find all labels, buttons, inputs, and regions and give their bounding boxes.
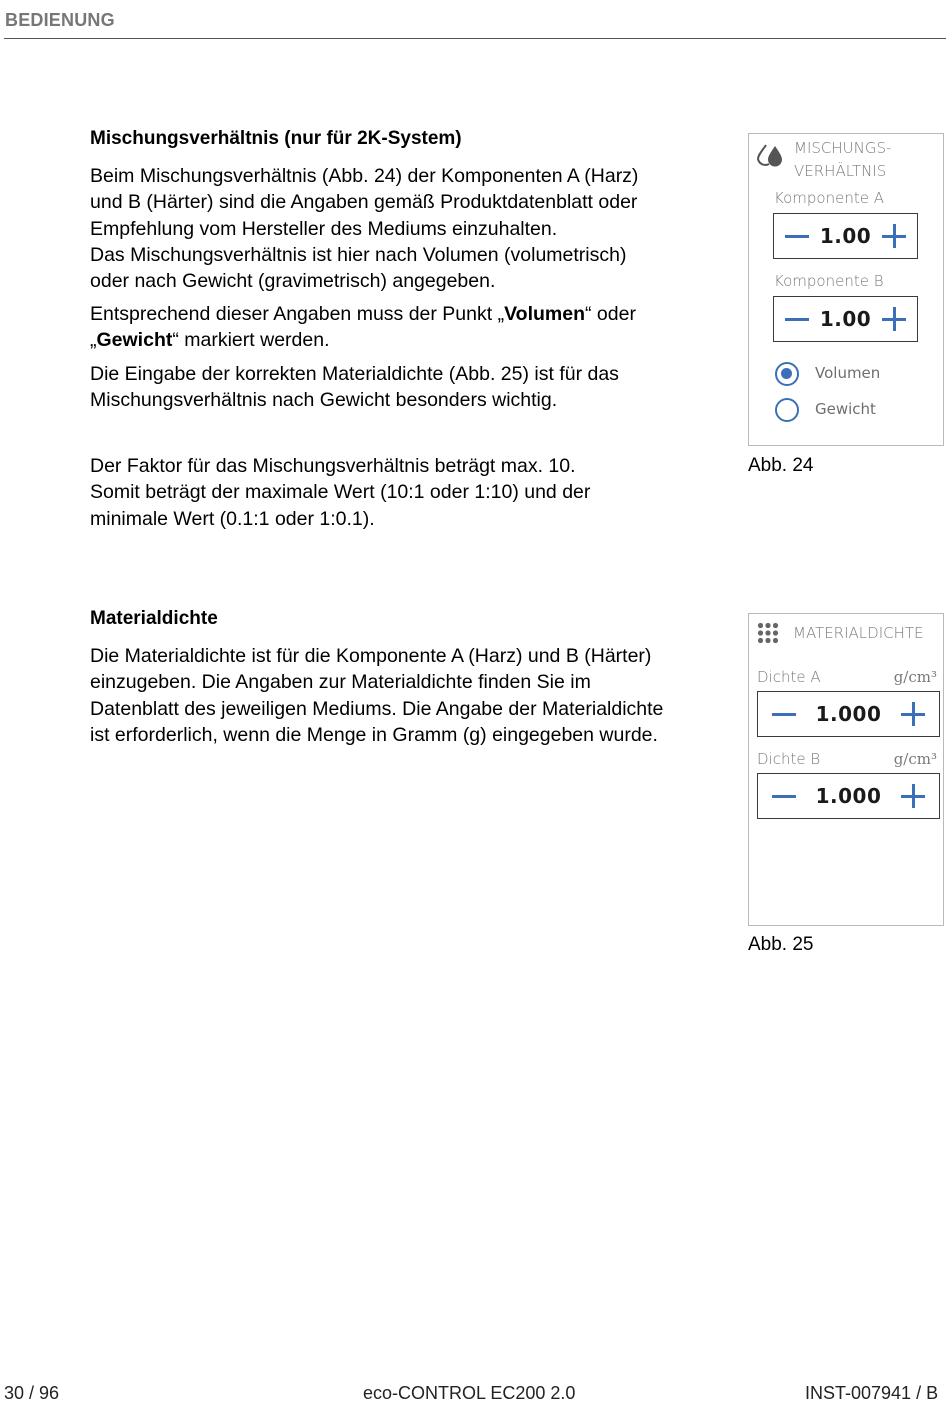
dots-grid-icon bbox=[757, 622, 779, 648]
paragraph-density-importance bbox=[90, 361, 715, 414]
radio-volume-label[interactable]: Volumen bbox=[815, 364, 881, 382]
density-a-stepper[interactable] bbox=[757, 691, 940, 737]
text-fragment: „ bbox=[90, 329, 97, 352]
plus-icon[interactable] bbox=[881, 223, 907, 249]
text-line: und B (Härter) sind die Angaben gemäß Produktdatenblatt oder bbox=[90, 191, 638, 214]
text-line: minimale Wert (0.1:1 oder 1:0.1). bbox=[90, 507, 375, 530]
footer-page-number: 30 / 96 bbox=[4, 1383, 60, 1403]
minus-icon[interactable] bbox=[771, 701, 797, 727]
panel-title-line: MISCHUNGS- bbox=[794, 139, 892, 157]
component-a-value[interactable]: 1.00 bbox=[819, 224, 872, 248]
text-line: Die Materialdichte ist für die Komponente A (Harz) und B (Härter) bbox=[90, 645, 652, 667]
text-line: Beim Mischungsverhältnis (Abb. 24) der Komponenten A (Harz) bbox=[90, 165, 639, 187]
plus-icon[interactable] bbox=[900, 783, 926, 809]
minus-icon[interactable] bbox=[771, 783, 797, 809]
panel-title: MATERIALDICHTE bbox=[793, 624, 924, 642]
component-b-label: Komponente B bbox=[774, 272, 884, 290]
minus-icon[interactable] bbox=[784, 306, 810, 332]
figure-caption-24: Abb. 24 bbox=[748, 455, 814, 476]
text-line: Mischungsverhältnis nach Gewicht besonders wichtig. bbox=[90, 389, 558, 412]
plus-icon[interactable] bbox=[881, 306, 907, 332]
mixing-ratio-panel bbox=[748, 133, 944, 446]
component-b-stepper[interactable] bbox=[773, 296, 918, 342]
text-line: einzugeben. Die Angaben zur Materialdichte finden Sie im bbox=[90, 671, 591, 694]
radio-checked-icon[interactable] bbox=[775, 362, 799, 386]
component-a-label: Komponente A bbox=[774, 189, 884, 207]
text-line bbox=[90, 327, 715, 353]
bold-volumen: Volumen bbox=[504, 303, 585, 325]
radio-weight-label[interactable]: Gewicht bbox=[815, 400, 876, 418]
text-fragment: “ oder bbox=[585, 303, 636, 325]
text-fragment: “ markiert werden. bbox=[172, 329, 330, 352]
component-b-value[interactable]: 1.00 bbox=[819, 307, 872, 331]
density-b-stepper[interactable] bbox=[757, 773, 940, 819]
paragraph-mixing-ratio-intro bbox=[90, 163, 715, 294]
paragraph-material-density bbox=[90, 643, 715, 748]
plus-icon[interactable] bbox=[900, 701, 926, 727]
panel-title bbox=[794, 137, 891, 183]
text-line: Somit beträgt der maximale Wert (10:1 oder 1:10) und der bbox=[90, 481, 591, 504]
density-a-value[interactable]: 1.000 bbox=[815, 702, 882, 726]
density-a-label: Dichte A bbox=[757, 668, 821, 686]
density-b-label: Dichte B bbox=[757, 750, 821, 768]
text-fragment: Entsprechend dieser Angaben muss der Punkt „ bbox=[90, 303, 505, 325]
page-header-title: BEDIENUNG bbox=[5, 10, 115, 30]
text-line: oder nach Gewicht (gravimetrisch) angegeben. bbox=[90, 270, 496, 293]
paragraph-factor bbox=[90, 453, 715, 532]
text-line: Der Faktor für das Mischungsverhältnis beträgt max. 10. bbox=[90, 455, 576, 477]
minus-icon[interactable] bbox=[784, 223, 810, 249]
density-b-unit: g/cm³ bbox=[893, 750, 937, 768]
text-line: ist erforderlich, wenn die Menge in Gramm (g) eingegeben wurde. bbox=[90, 723, 658, 746]
text-line: Das Mischungsverhältnis ist hier nach Volumen (volumetrisch) bbox=[90, 243, 627, 266]
bold-gewicht: Gewicht bbox=[96, 329, 173, 352]
footer-product-name: eco-CONTROL EC200 2.0 bbox=[363, 1383, 576, 1403]
panel-title-line: VERHÄLTNIS bbox=[794, 162, 887, 180]
drops-icon bbox=[755, 142, 785, 172]
figure-caption-25: Abb. 25 bbox=[748, 934, 814, 955]
text-line: Empfehlung vom Hersteller des Mediums einzuhalten. bbox=[90, 217, 558, 240]
header-divider bbox=[4, 38, 946, 39]
density-a-unit: g/cm³ bbox=[893, 668, 937, 686]
material-density-panel bbox=[748, 613, 944, 926]
footer-document-id: INST-007941 / B bbox=[805, 1383, 939, 1403]
text-line bbox=[90, 301, 715, 327]
section-title-mixing-ratio: Mischungsverhältnis (nur für 2K-System) bbox=[90, 128, 462, 149]
section-title-material-density: Materialdichte bbox=[90, 608, 218, 629]
density-b-value[interactable]: 1.000 bbox=[815, 784, 882, 808]
text-line: Die Eingabe der korrekten Materialdichte (Abb. 25) ist für das bbox=[90, 363, 619, 385]
paragraph-mark-option bbox=[90, 301, 715, 354]
radio-unchecked-icon[interactable] bbox=[775, 398, 799, 422]
component-a-stepper[interactable] bbox=[773, 213, 918, 259]
text-line: Datenblatt des jeweiligen Mediums. Die Angabe der Materialdichte bbox=[90, 697, 664, 720]
